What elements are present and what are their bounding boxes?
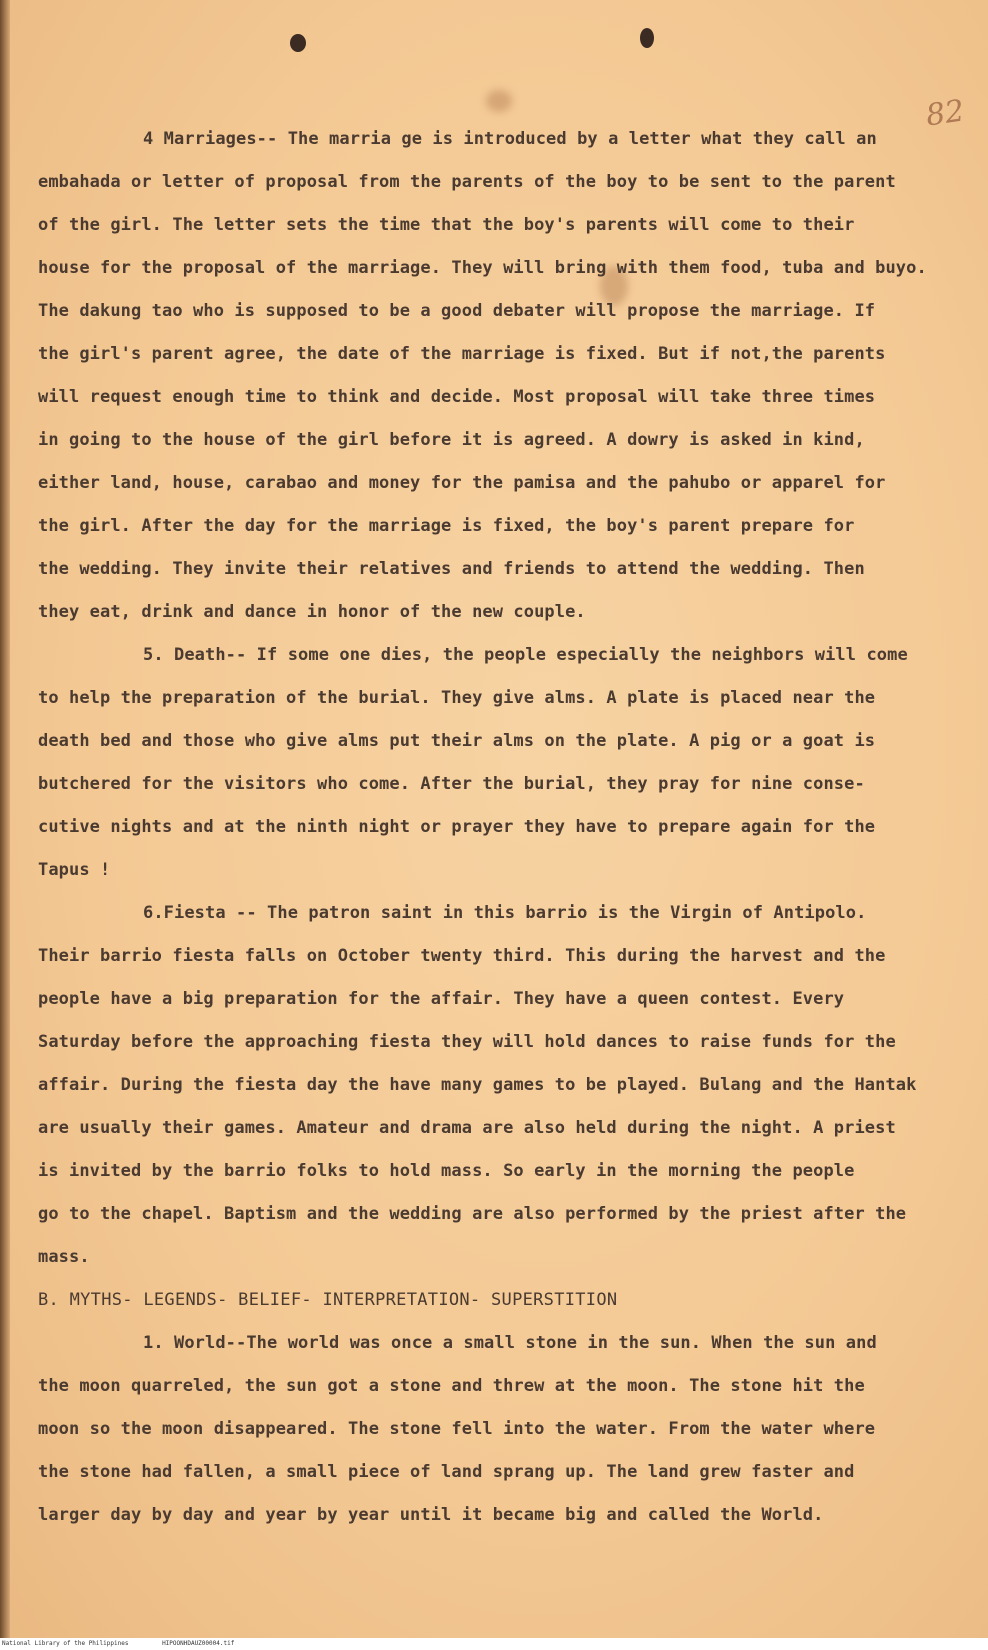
text-line: 6.Fiesta -- The patron saint in this barrio is the Virgin of Antipolo. [143,903,867,923]
footer-filename: HIPOONHDAUZ00004.tif [162,1640,235,1647]
text-line: house for the proposal of the marriage. They will bring with them food, tuba and buyo. [38,258,927,278]
text-line: of the girl. The letter sets the time that the boy's parents will come to their [38,215,855,235]
text-line: the moon quarreled, the sun got a stone and threw at the moon. The stone hit the [38,1376,865,1396]
section-heading: B. MYTHS- LEGENDS- BELIEF- INTERPRETATION- SUPERSTITION [38,1290,618,1310]
text-line: they eat, drink and dance in honor of the new couple. [38,602,586,622]
text-line: The dakung tao who is supposed to be a good debater will propose the marriage. If [38,301,876,321]
text-line: 4 Marriages-- The marria ge is introduced by a letter what they call an [143,129,877,149]
staple-hole-left [290,34,306,52]
text-line: cutive nights and at the ninth night or prayer they have to prepare again for the [38,817,876,837]
text-line: Tapus ! [38,860,111,880]
page-left-edge [0,0,10,1638]
document-body [38,118,958,1537]
text-line: the stone had fallen, a small piece of land sprang up. The land grew faster and [38,1462,855,1482]
text-line: in going to the house of the girl before it is agreed. A dowry is asked in kind, [38,430,865,450]
text-line: are usually their games. Amateur and drama are also held during the night. A priest [38,1118,896,1138]
text-line: Their barrio fiesta falls on October twenty third. This during the harvest and the [38,946,886,966]
text-line: larger day by day and year by year until it became big and called the World. [38,1505,824,1525]
text-line: to help the preparation of the burial. They give alms. A plate is placed near the [38,688,876,708]
text-line: the girl. After the day for the marriage is fixed, the boy's parent prepare for [38,516,855,536]
text-line: death bed and those who give alms put their alms on the plate. A pig or a goat is [38,731,876,751]
text-line: 5. Death-- If some one dies, the people especially the neighbors will come [143,645,908,665]
stain-mark [486,90,512,112]
text-line: butchered for the visitors who come. After the burial, they pray for nine conse- [38,774,865,794]
text-line: mass. [38,1247,90,1267]
text-line: affair. During the fiesta day the have many games to be played. Bulang and the Hantak [38,1075,917,1095]
text-line: the wedding. They invite their relatives and friends to attend the wedding. Then [38,559,865,579]
text-line: is invited by the barrio folks to hold mass. So early in the morning the people [38,1161,855,1181]
text-line: either land, house, carabao and money for the pamisa and the pahubo or apparel for [38,473,886,493]
text-line: go to the chapel. Baptism and the wedding are also performed by the priest after the [38,1204,907,1224]
text-line: Saturday before the approaching fiesta they will hold dances to raise funds for the [38,1032,896,1052]
staple-hole-right [640,28,654,48]
footer-library: National Library of the Philippines [2,1640,129,1647]
scan-footer [0,1638,988,1650]
page-number: 82 [923,93,967,134]
text-line: 1. World--The world was once a small stone in the sun. When the sun and [143,1333,877,1353]
text-line: embahada or letter of proposal from the parents of the boy to be sent to the parent [38,172,896,192]
text-line: the girl's parent agree, the date of the marriage is fixed. But if not,the parents [38,344,886,364]
text-line: will request enough time to think and decide. Most proposal will take three times [38,387,876,407]
text-line: moon so the moon disappeared. The stone fell into the water. From the water where [38,1419,876,1439]
text-line: people have a big preparation for the affair. They have a queen contest. Every [38,989,845,1009]
